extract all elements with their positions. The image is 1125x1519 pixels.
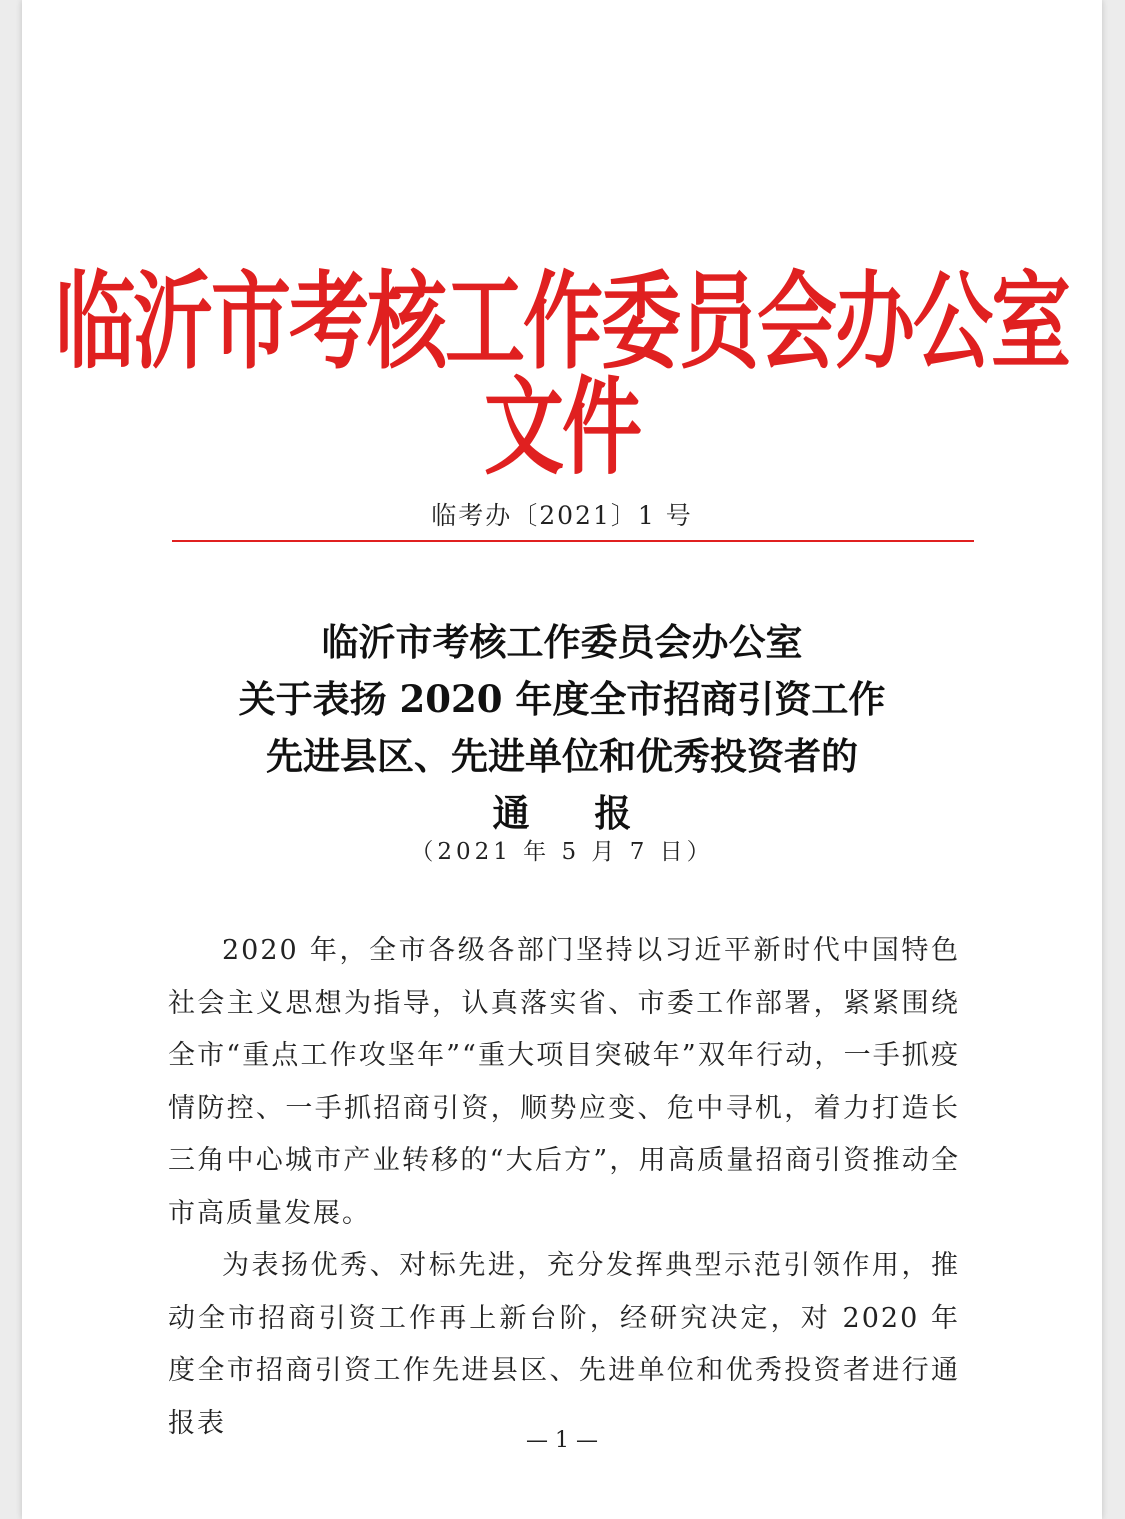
title-line-4: 通 报 bbox=[492, 791, 658, 835]
body-paragraph-1: 2020 年，全市各级各部门坚持以习近平新时代中国特色社会主义思想为指导，认真落实省、市委工作部署，紧紧围绕全市“重点工作攻坚年”“重大项目突破年”双年行动，一手抓疫情防控、一手抓招商引资，顺势应变、危中寻机，着力打造长三角中心城市产业转移的“大后方”，用高质量招商引资推动全市高质量发展。 bbox=[168, 935, 960, 1229]
page-number: — 1 — bbox=[526, 1428, 598, 1453]
body-paragraph-2: 为表扬优秀、对标先进，充分发挥典型示范引领作用，推动全市招商引资工作再上新台阶，经研究决定，对 2020 年度全市招商引资工作先进县区、先进单位和优秀投资者进行通报表 bbox=[168, 1250, 960, 1439]
red-separator-line bbox=[172, 540, 974, 542]
body-text bbox=[168, 925, 960, 1450]
red-header-title: 临沂市考核工作委员会办公室文件 bbox=[55, 260, 1069, 490]
notice-title bbox=[22, 614, 1102, 842]
title-line-3: 先进县区、先进单位和优秀投资者的 bbox=[266, 734, 858, 778]
issue-date: （2021 年 5 月 7 日） bbox=[410, 839, 714, 865]
title-line-2: 关于表扬 2020 年度全市招商引资工作 bbox=[238, 677, 886, 721]
document-number: 临考办〔2021〕1 号 bbox=[431, 501, 693, 530]
title-line-1: 临沂市考核工作委员会办公室 bbox=[321, 620, 803, 664]
document-page bbox=[22, 0, 1102, 1519]
